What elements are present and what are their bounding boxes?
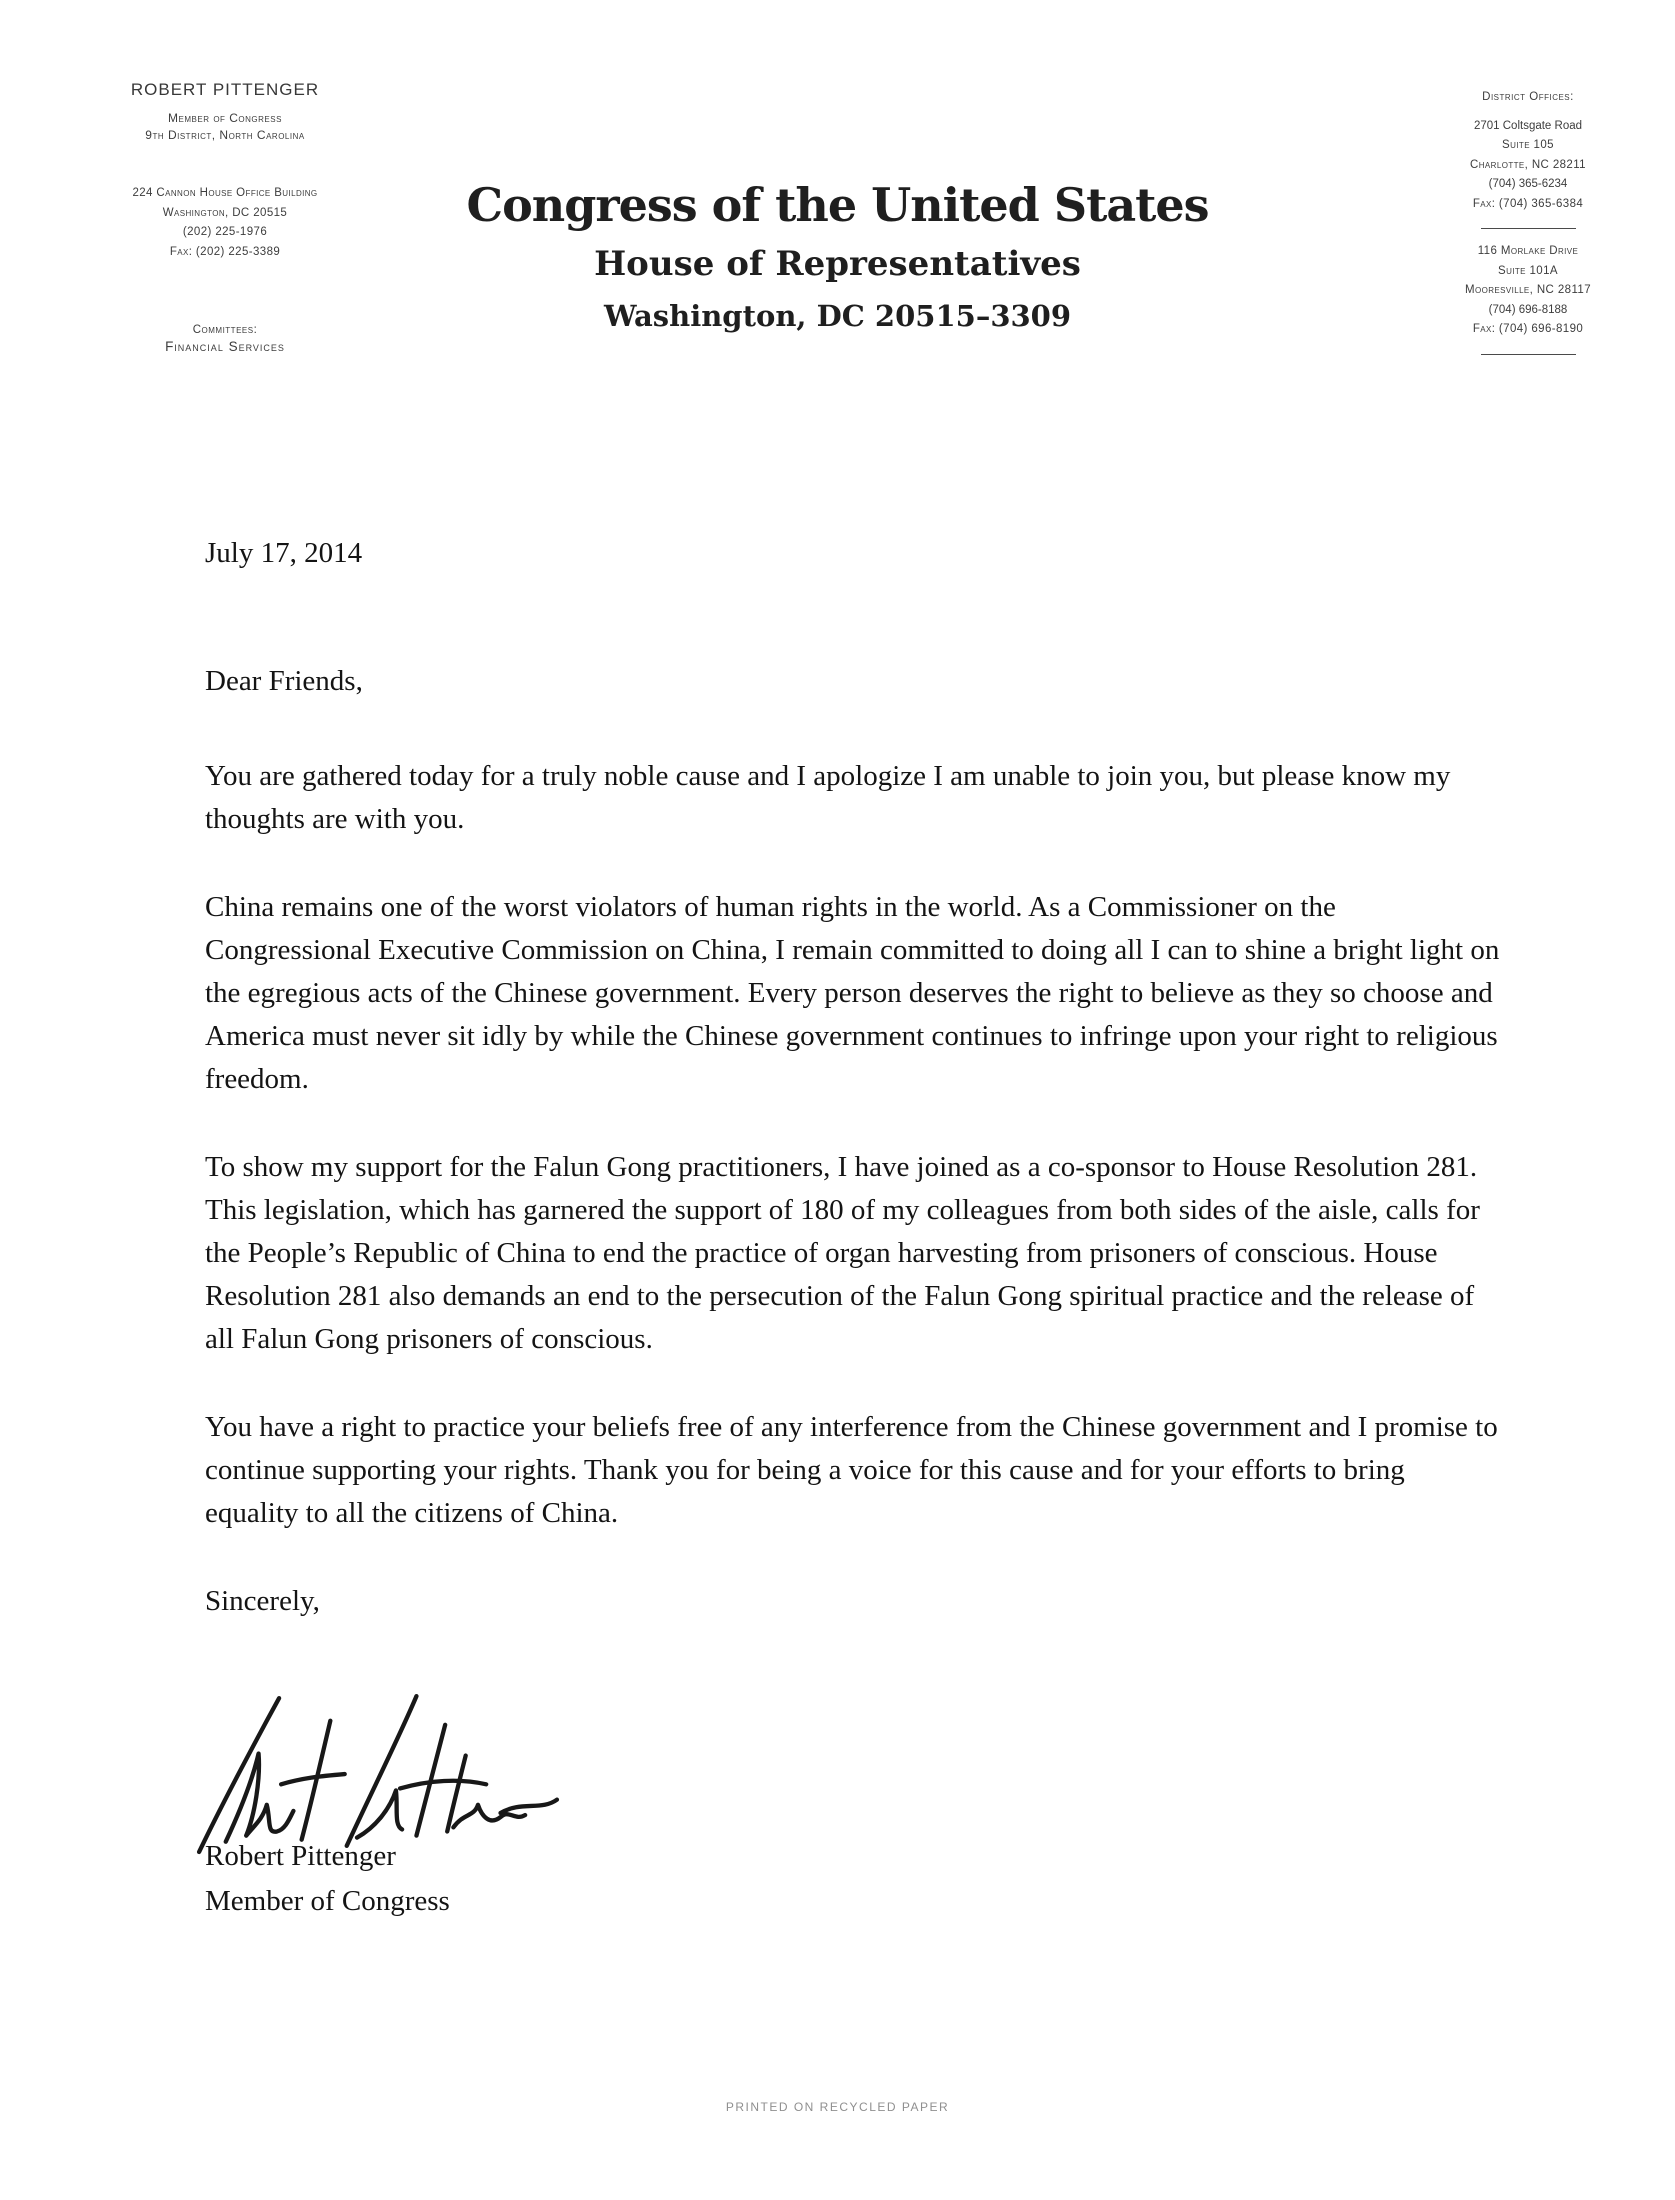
footer-note: PRINTED ON RECYCLED PAPER [725,2100,950,2114]
capitol-address-line2: Washington, DC 20515 [162,206,288,219]
committees-label: Committees: [192,324,258,336]
district-offices-label: District Offices: [1482,91,1574,103]
capitol-phone: (202) 225-1976 [182,226,268,238]
district-offices [1388,88,1668,368]
capitol-address-line1: 224 Cannon House Office Building [132,187,318,199]
member-title: Member of Congress [168,111,282,125]
office2-fax: Fax: (704) 696-8190 [1472,323,1584,335]
office1-street: 2701 Coltsgate Road [1473,119,1583,132]
office1-fax: Fax: (704) 365-6384 [1472,197,1584,210]
masthead-line2: House of Representatives [594,244,1081,284]
signature-icon [195,1688,560,1856]
salutation: Dear Friends, [205,665,363,697]
paragraph-1: You are gathered today for a truly noble cause and I apologize I am unable to join you, but please know my thoughts are with you. [205,760,1451,835]
paragraph-3: To show my support for the Falun Gong practitioners, I have joined as a co-sponsor to House Resolution 281. This legislation, which has garnered the support of 180 of my colleagues from both sides of the aisle, calls for the People’s Republic of China to end the practice of organ harvesting from prisoners of conscious. House Resolution 281 also demands an end to the persecution of the Falun Gong spiritual practice and the release of all Falun Gong prisoners of conscious. [205,1151,1480,1355]
office1-city: Charlotte, NC 28211 [1470,158,1586,171]
capitol-fax: Fax: (202) 225-3389 [169,245,281,258]
closing: Sincerely, [205,1585,320,1617]
divider-line [1481,354,1576,355]
paragraph-4: You have a right to practice your beliefs free of any interference from the Chinese government and I promise to continue supporting your rights. Thank you for being a voice for this cause and for your efforts to bring equality to all the citizens of China. [205,1411,1498,1529]
office2-suite: Suite 101A [1498,264,1558,277]
office1-suite: Suite 105 [1502,139,1554,151]
district-office-mooresville [1388,242,1668,340]
office2-phone: (704) 696-8188 [1488,303,1568,316]
office2-street: 116 Morlake Drive [1477,245,1579,257]
divider-line [1481,228,1576,229]
member-district: 9th District, North Carolina [145,128,305,142]
paragraph-2: China remains one of the worst violators of human rights in the world. As a Commissioner on the Congressional Executive Commission on China, I remain committed to doing all I can to shine a bright light on the egregious acts of the Chinese government. Every person deserves the right to believe as they so choose and America must never sit idly by while the Chinese government continues to infringe upon your right to religious freedom. [205,891,1500,1095]
office2-city: Mooresville, NC 28117 [1465,284,1591,296]
letter-body [205,532,1500,1623]
masthead-line3: Washington, DC 20515–3309 [603,299,1072,333]
letter-date: July 17, 2014 [205,537,363,569]
member-title-district [50,110,400,144]
signer-name: Robert Pittenger [205,1840,396,1872]
member-name: ROBERT PITTENGER [130,80,320,99]
signer-title: Member of Congress [205,1885,450,1917]
masthead-line1: Congress of the United States [466,178,1209,232]
office1-phone: (704) 365-6234 [1488,178,1568,190]
committee-name: Financial Services [165,339,285,354]
district-office-charlotte [1388,117,1668,215]
